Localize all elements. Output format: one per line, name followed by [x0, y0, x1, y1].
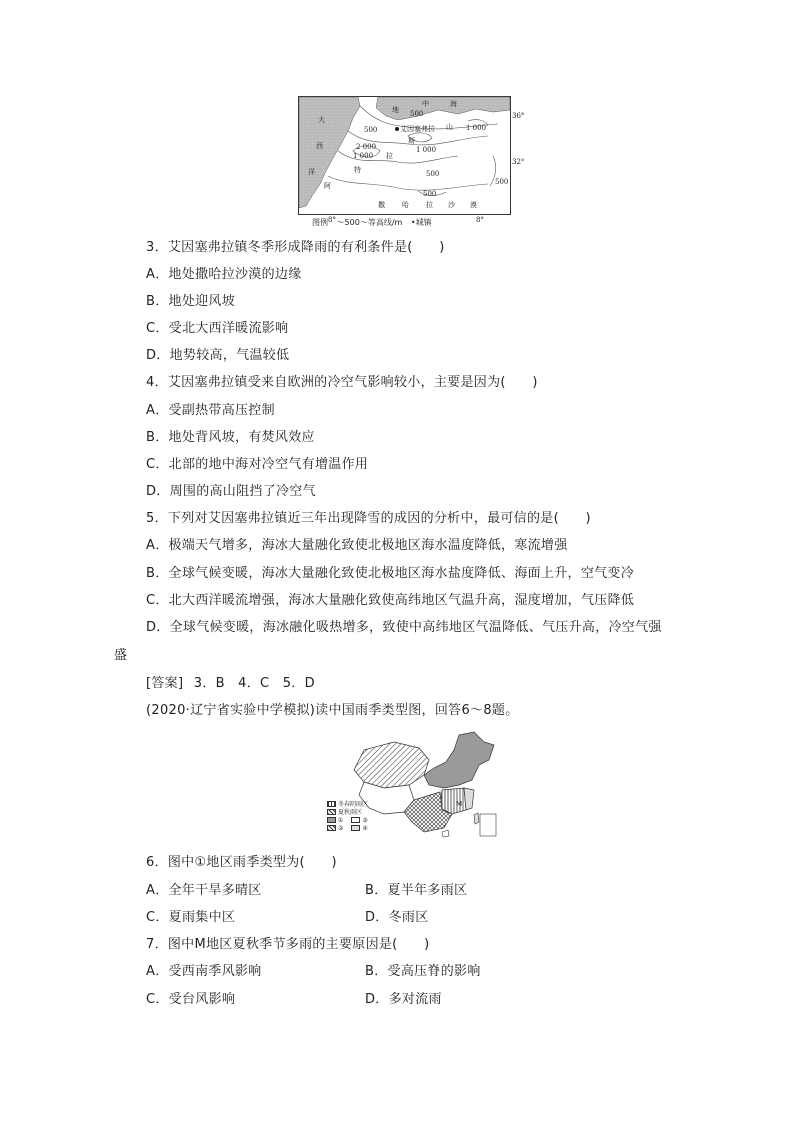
map1-contour-2000: 2 000	[356, 143, 377, 151]
map1-label-sha: 沙	[448, 201, 455, 209]
question-5: 5．下列对艾因塞弗拉镇近三年出现降雪的成因的分析中，最可信的是( )	[146, 511, 591, 526]
map1-label-sa: 撒	[378, 201, 385, 209]
map1-legend	[312, 217, 438, 228]
legend2-num-3: ③	[362, 816, 368, 824]
question-3: 3．艾因塞弗拉镇冬季形成降雨的有利条件是( )	[146, 240, 445, 255]
question-7-option-a: A．受西南季风影响	[146, 964, 262, 979]
map1-contour-1000c: 1 000	[466, 124, 487, 132]
answer-label: [答案]	[146, 676, 184, 691]
map1-label-hai: 海	[450, 100, 457, 108]
map1-label-te: 特	[354, 166, 361, 174]
legend2-row-3	[327, 816, 393, 824]
legend2-num-2: ②	[338, 824, 344, 832]
map1-label-xi: 西	[316, 142, 323, 150]
map1-label-si: 斯	[408, 137, 415, 145]
map2-legend	[327, 800, 393, 832]
map1-label-a: 阿	[324, 182, 331, 190]
question-7-option-c: C．受台风影响	[146, 992, 236, 1007]
question-5-option-a: A．极端天气增多，海冰大量融化致使北极地区海水温度降低，寒流增强	[146, 538, 568, 553]
intro-text: (2020·辽宁省实验中学模拟)读中国雨季类型图，回答6～8题。	[146, 703, 519, 718]
question-6: 6．图中①地区雨季类型为( )	[146, 855, 337, 870]
map1-contour-1000a: 1 000	[353, 152, 374, 160]
question-3-option-a: A．地处撒哈拉沙漠的边缘	[146, 267, 302, 282]
map1-contour-500d: 500	[423, 190, 437, 198]
question-5-option-d: D．全球气候变暖，海冰融化吸热增多，致使中高纬地区气温降低、气压升高，冷空气强	[146, 620, 662, 635]
legend-town-text: 城镇	[415, 218, 432, 227]
legend2-row-4	[327, 824, 393, 832]
legend-contour-text: 等高线/m	[367, 218, 403, 227]
question-4-option-b: B．地处背风坡，有焚风效应	[146, 430, 315, 445]
question-3-option-b: B．地处迎风坡	[146, 294, 236, 309]
map1-label-la2: 拉	[426, 201, 433, 209]
legend2-row-2	[327, 808, 393, 816]
legend-swatch-gray-icon	[327, 817, 336, 823]
map1-label-yang: 洋	[308, 168, 315, 176]
question-5-option-c: C．北大西洋暖流增强，海冰大量融化致使高纬地区气温升高，湿度增加，气压降低	[146, 593, 635, 608]
map1-label-da: 大	[318, 116, 325, 124]
atlas-region-map	[298, 96, 530, 231]
map1-contour-500b: 500	[364, 126, 378, 134]
question-7-option-d: D．多对流雨	[365, 992, 442, 1007]
map1-label-di: 地	[392, 106, 399, 114]
question-4-option-c: C．北部的地中海对冷空气有增温作用	[146, 457, 369, 472]
m-label: M	[456, 800, 463, 808]
map1-label-town: 艾因塞弗拉	[400, 125, 435, 133]
legend2-num-4: ④	[362, 824, 368, 832]
question-6-option-a: A．全年干旱多晴区	[146, 883, 262, 898]
legend2-num-1: ①	[338, 816, 344, 824]
legend-title: 图例	[312, 218, 328, 227]
map1-contour-1000b: 1 000	[416, 146, 437, 154]
question-6-option-d: D．冬雨区	[365, 910, 429, 925]
map1-contour-500c: 500	[426, 170, 440, 178]
map1-lon-8e: 8°	[476, 216, 484, 224]
legend-swatch-vertical-icon	[327, 801, 336, 807]
answer-line	[146, 675, 315, 693]
question-4-option-d: D．周围的高山阻挡了冷空气	[146, 484, 316, 499]
question-6-option-b: B．夏半年多雨区	[365, 883, 468, 898]
question-5-option-d-cont: 盛	[114, 648, 128, 663]
question-4: 4．艾因塞弗拉镇受来自欧洲的冷空气影响较小，主要是因为( )	[146, 375, 538, 390]
legend2-text-1: 冬春阴雨区	[338, 800, 369, 808]
legend2-text-2: 夏秋雨区	[338, 808, 363, 816]
legend-contour-value: 500	[344, 218, 360, 227]
legend-town: •城镇	[410, 218, 432, 227]
map1-lat-32: 32°	[512, 158, 525, 166]
map1-contour-500a: 500	[410, 110, 424, 118]
map1-lon-8w: 8°	[328, 216, 336, 224]
question-6-option-c: C．夏雨集中区	[146, 910, 236, 925]
legend-swatch-cross-icon	[327, 809, 336, 815]
question-5-option-b: B．全球气候变暖，海冰大量融化致使北极地区海水盐度降低、海面上升，空气变冷	[146, 566, 635, 581]
question-7-option-b: B．受高压脊的影响	[365, 964, 481, 979]
town-marker-icon	[395, 127, 399, 131]
question-7: 7．图中M地区夏秋季节多雨的主要原因是( )	[146, 937, 430, 952]
map1-lat-36: 36°	[512, 112, 525, 120]
answer-text: 3．B 4．C 5．D	[193, 676, 315, 691]
legend2-row-1	[327, 800, 393, 808]
question-4-option-a: A．受副热带高压控制	[146, 403, 275, 418]
map1-label-ha: 哈	[402, 201, 409, 209]
map1-label-la: 拉	[386, 152, 393, 160]
legend-swatch-white-icon	[351, 817, 360, 823]
topographic-map-svg	[298, 96, 530, 231]
map1-label-shan: 山	[446, 123, 453, 131]
map1-label-mo: 漠	[470, 201, 477, 209]
legend-swatch-diag-icon	[327, 825, 336, 831]
legend-swatch-lightgray-icon	[351, 825, 360, 831]
map1-label-zhong: 中	[422, 100, 429, 108]
legend-contour-sample: ～500～等高线/m	[336, 218, 403, 227]
map1-contour-500e: 500	[495, 178, 509, 186]
question-3-option-c: C．受北大西洋暖流影响	[146, 321, 289, 336]
south-china-sea-inset	[480, 814, 496, 836]
question-3-option-d: D．地势较高，气温较低	[146, 348, 290, 363]
